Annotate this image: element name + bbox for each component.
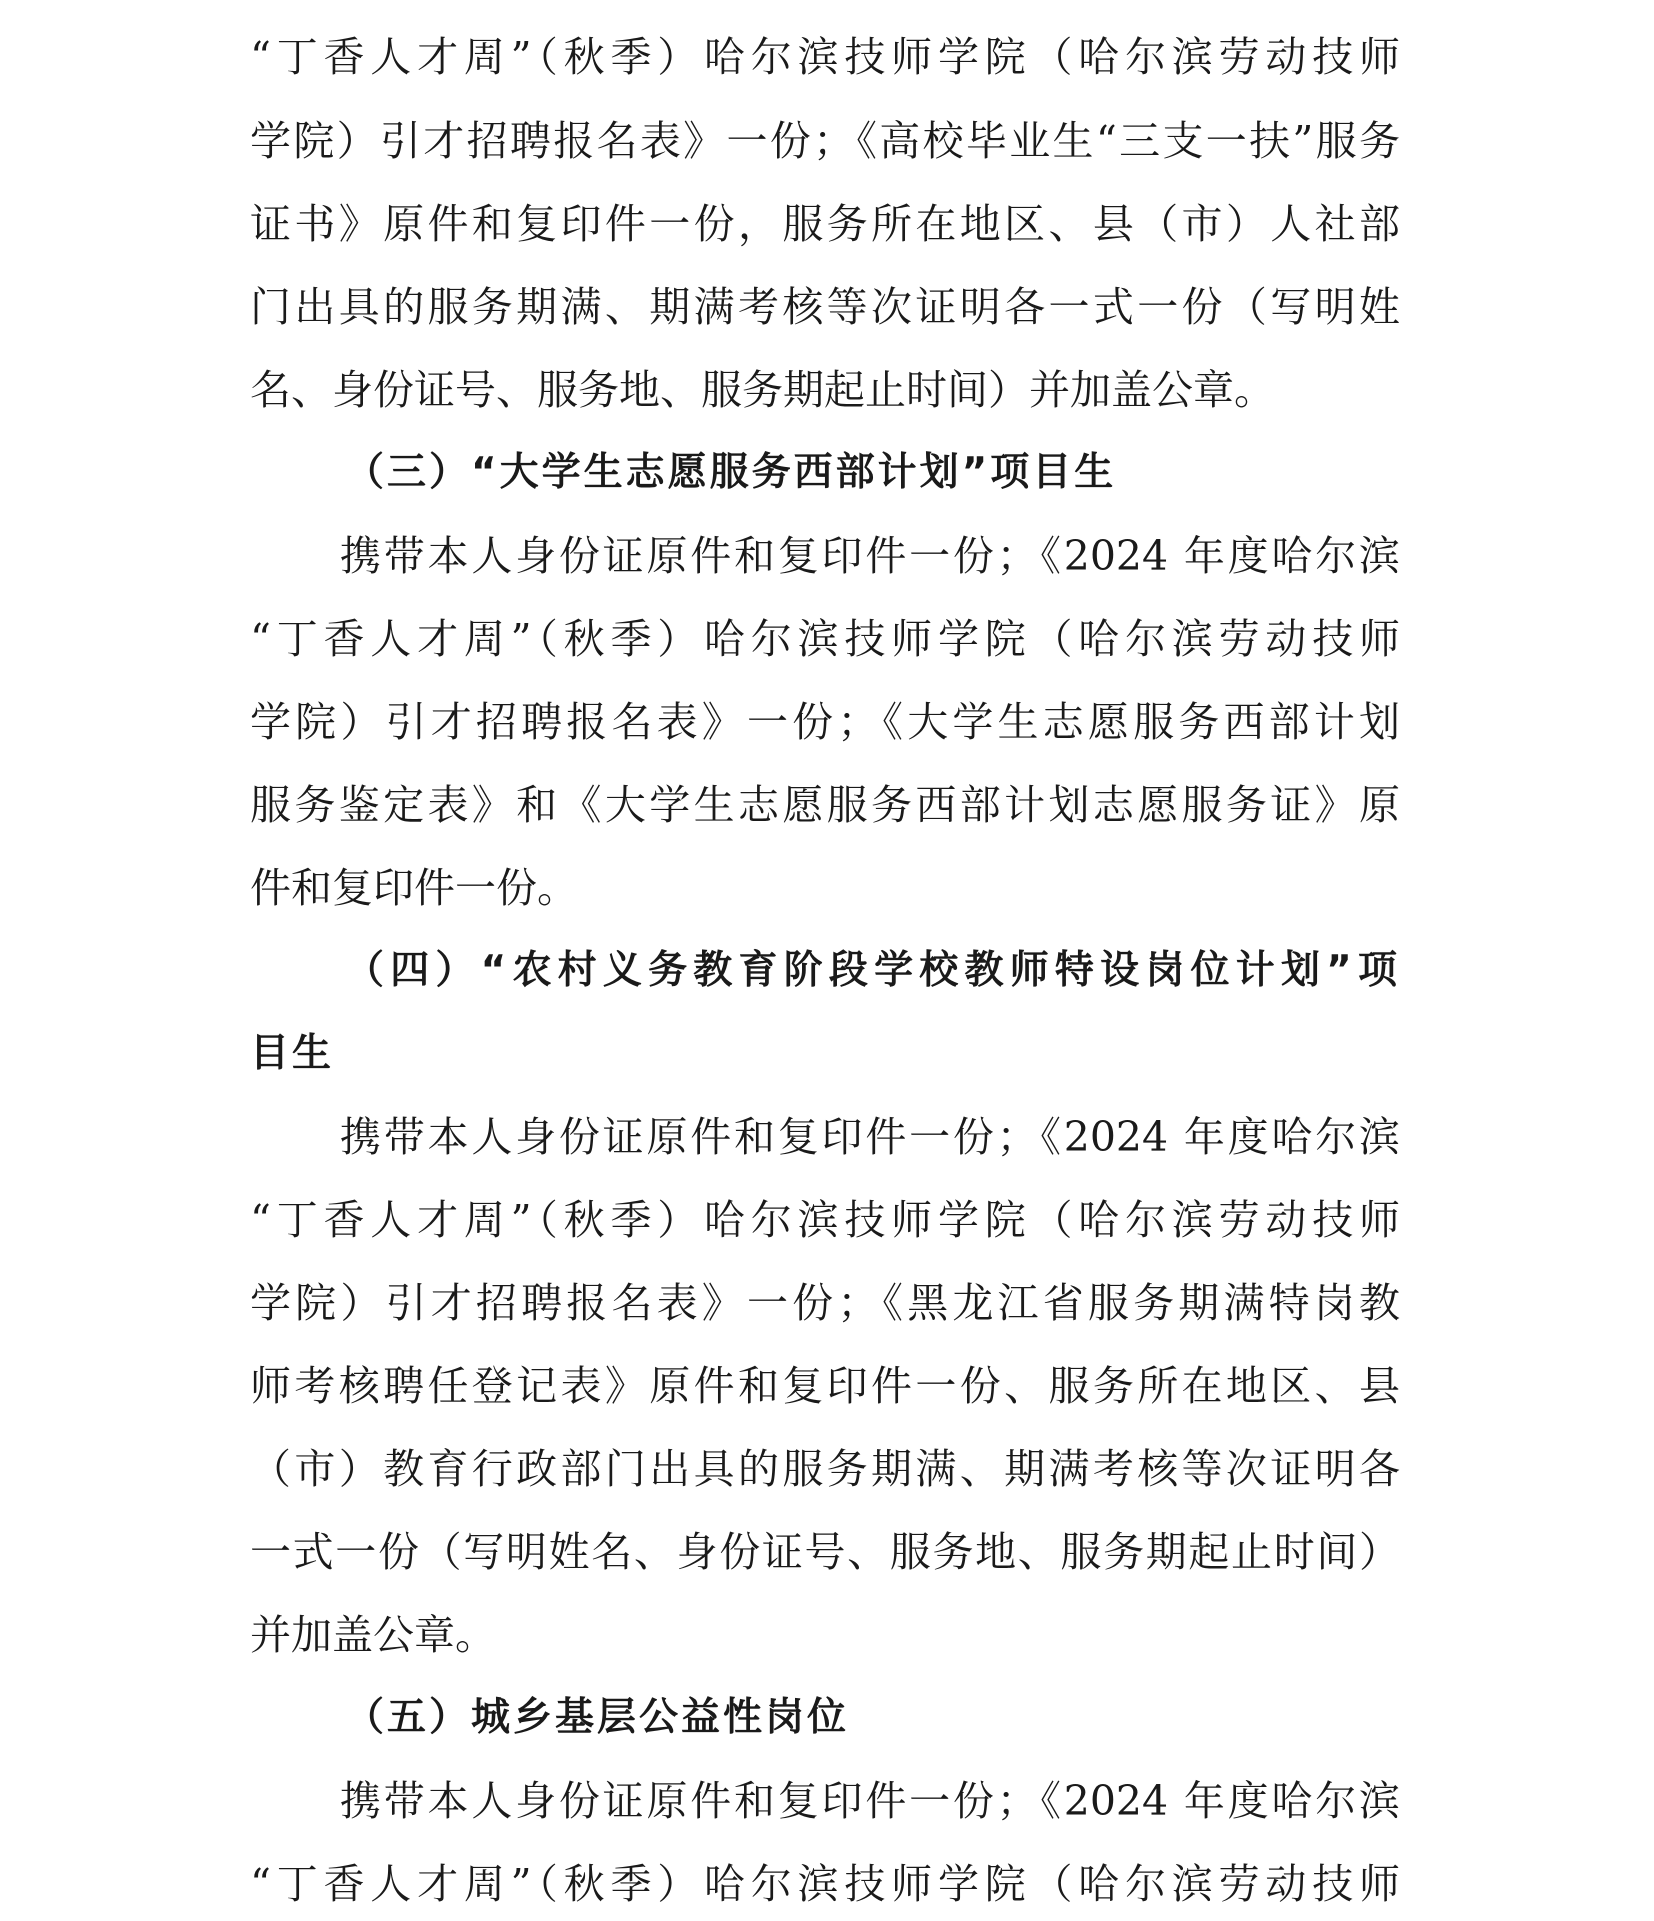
- section-heading-4: （四）“农村义务教育阶段学校教师特设岗位计划”项: [345, 948, 1400, 993]
- paragraph-first-line: 携带本人身份证原件和复印件一份；《2024 年度哈尔滨: [340, 1777, 1400, 1825]
- body-line: 服务鉴定表》和《大学生志愿服务西部计划志愿服务证》原: [250, 781, 1400, 829]
- body-line: （市）教育行政部门出具的服务期满、期满考核等次证明各: [250, 1445, 1400, 1493]
- body-line: 名、身份证号、服务地、服务期起止时间）并加盖公章。: [250, 366, 1275, 414]
- body-line: “丁香人才周”（秋季）哈尔滨技师学院（哈尔滨劳动技师: [250, 1860, 1400, 1908]
- paragraph-first-line: 携带本人身份证原件和复印件一份；《2024 年度哈尔滨: [340, 1113, 1400, 1161]
- body-line: 并加盖公章。: [250, 1611, 496, 1659]
- body-line: “丁香人才周”（秋季）哈尔滨技师学院（哈尔滨劳动技师: [250, 615, 1400, 663]
- body-line: 学院）引才招聘报名表》一份；《大学生志愿服务西部计划: [250, 698, 1400, 746]
- body-line: “丁香人才周”（秋季）哈尔滨技师学院（哈尔滨劳动技师: [250, 1196, 1400, 1244]
- body-line: 师考核聘任登记表》原件和复印件一份、服务所在地区、县: [250, 1362, 1400, 1410]
- body-line: 证书》原件和复印件一份，服务所在地区、县（市）人社部: [250, 200, 1400, 248]
- body-line: 门出具的服务期满、期满考核等次证明各一式一份（写明姓: [250, 283, 1400, 331]
- body-line: “丁香人才周”（秋季）哈尔滨技师学院（哈尔滨劳动技师: [250, 33, 1400, 81]
- paragraph-first-line: 携带本人身份证原件和复印件一份；《2024 年度哈尔滨: [340, 532, 1400, 580]
- body-line: 件和复印件一份。: [250, 864, 578, 912]
- body-line: 一式一份（写明姓名、身份证号、服务地、服务期起止时间）: [250, 1528, 1400, 1576]
- section-heading-4-continued: 目生: [250, 1031, 335, 1076]
- body-line: 学院）引才招聘报名表》一份；《黑龙江省服务期满特岗教: [250, 1279, 1400, 1327]
- body-line: 学院）引才招聘报名表》一份；《高校毕业生“三支一扶”服务: [250, 117, 1400, 165]
- section-heading-3: （三）“大学生志愿服务西部计划”项目生: [345, 450, 1117, 495]
- section-heading-5: （五）城乡基层公益性岗位: [345, 1695, 850, 1740]
